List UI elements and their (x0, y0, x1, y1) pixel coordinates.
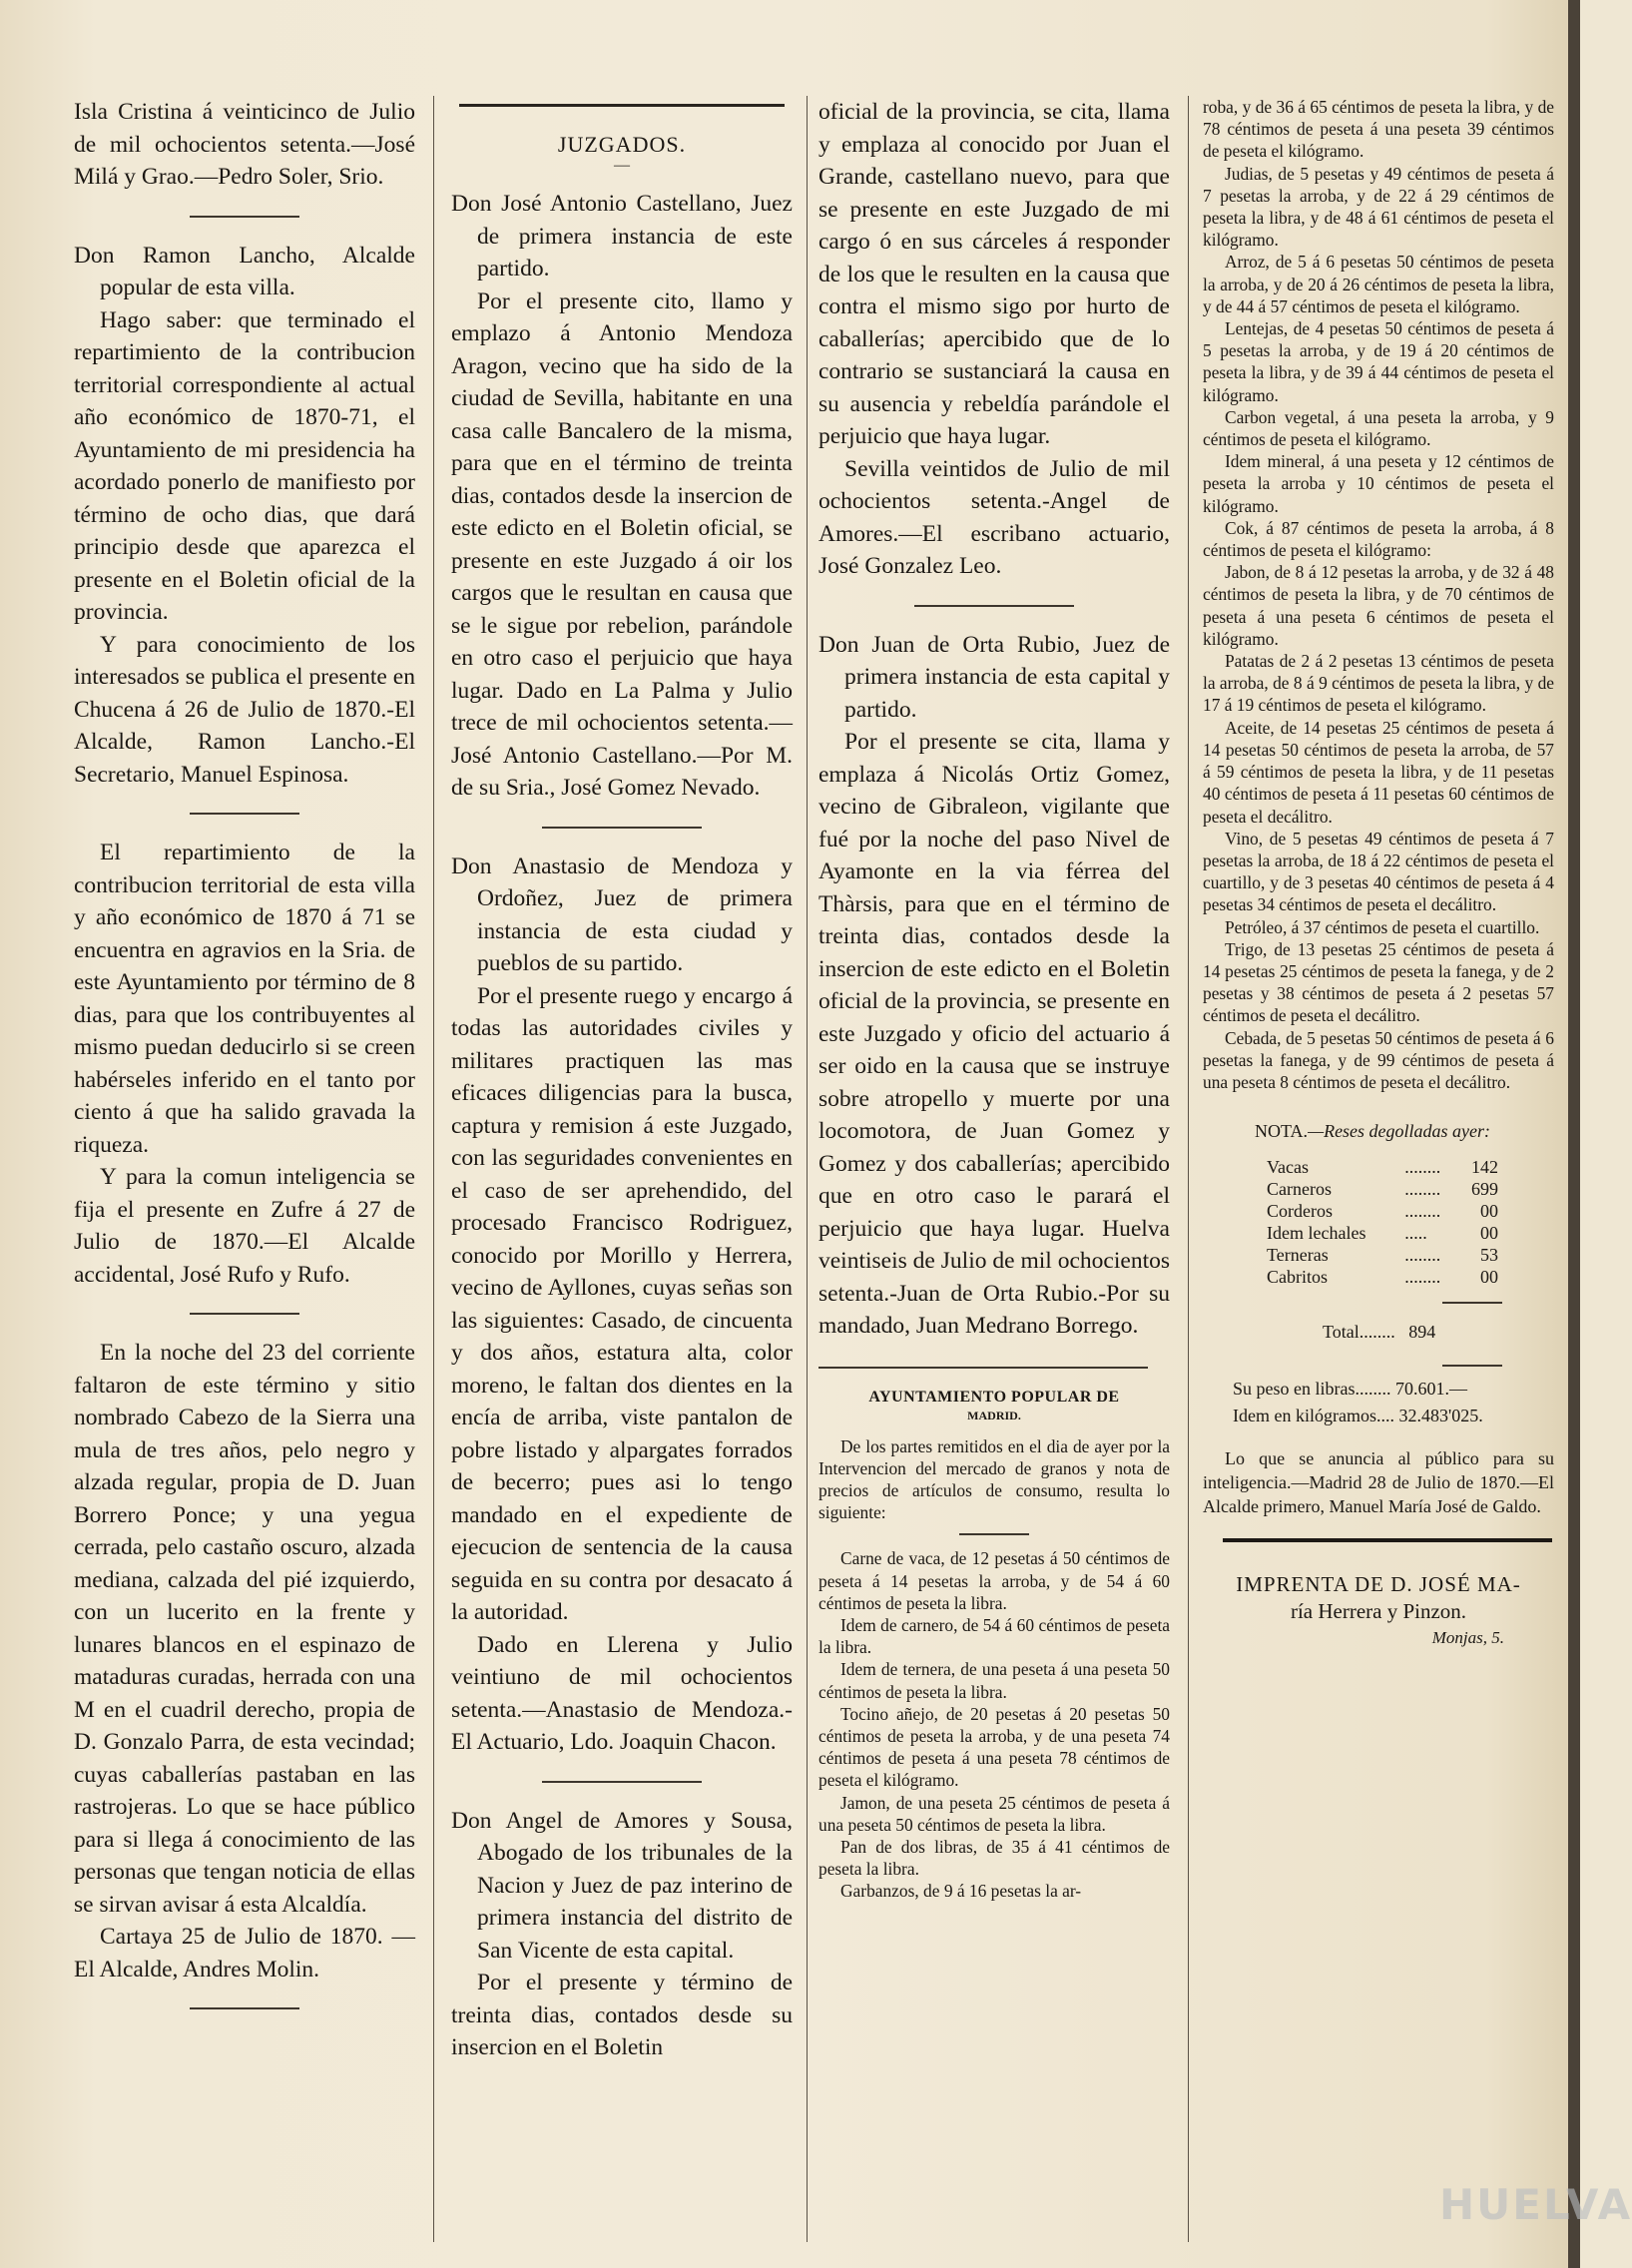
leader-dots: ........ (1404, 1245, 1441, 1266)
total-value: 894 (1408, 1322, 1436, 1343)
price-item: Jabon, de 8 á 12 pesetas la arroba, y de 32 á 48 céntimos de peseta la libra, y de 70 céntimos de peseta á una peseta 6 céntimos de peseta el kilógramo. (1203, 562, 1554, 649)
heading-dash: — (614, 157, 630, 174)
weight-label: Idem en kilógramos.... (1233, 1406, 1394, 1426)
leader-dots: ........ (1404, 1157, 1441, 1178)
livestock-count: 53 (1480, 1245, 1498, 1266)
market-text: De los partes remitidos en el dia de ayer por la Intervencion del mercado de granos y nota de precios de artículos de consumo, resulta lo siguiente: (818, 1435, 1170, 1523)
separator (190, 1313, 299, 1315)
printer-name: IMPRENTA DE D. JOSÉ MA- (1236, 1572, 1521, 1597)
closing-text: Lo que se anuncia al público para su inteligencia.—Madrid 28 de Julio de 1870.—El Alcalde primero, Manuel María José de Galdo. (1203, 1448, 1554, 1517)
notice-text: En la noche del 23 del corriente faltaron de este término y sitio nombrado Cabezo de la Sierra una mula de tres años, pelo negro y alzada regular, propia de D. Juan Borrero Ponce; y una yegua cerrada, pelo castaño oscuro, alzada mediana, calzada del pié izquierdo, con un lucerito en la frente y lunares blancos en el espinazo de mataduras curadas, herrada con una M en el cuadril derecho, propia de D. Gonzalo Parra, de esta vecindad; cuyas caballerías pastaban en las rastrojeras. Lo que se hace público para si llega á conocimiento de las personas que tengan noticia de ellas se sirvan avisar á esta Alcaldía. (74, 1340, 415, 1918)
edict-heading: Don José Antonio Castellano, Juez de primera instancia de este partido. (451, 191, 793, 282)
column-4 (1203, 96, 1554, 1648)
separator (190, 216, 299, 218)
price-item: Carbon vegetal, á una peseta la arroba, y 9 céntimos de peseta el kilógramo. (1203, 406, 1554, 450)
price-item: Cok, á 87 céntimos de peseta la arroba, á 8 céntimos de peseta el kilógramo: (1203, 517, 1554, 561)
leader-dots: ..... (1404, 1223, 1427, 1244)
price-item: Petróleo, á 37 céntimos de peseta el cuartillo. (1225, 916, 1540, 937)
notice-text: Hago saber: que terminado el repartimiento de la contribucion territorial correspondiente al actual año económico de 1870-71, el Ayuntamiento de mi presidencia ha acordado ponerlo de manifiesto por término de ocho dias, que dará principio desde que aparezca el presente en el Boletin oficial de la provincia. (74, 306, 415, 625)
notice-text: Isla Cristina á veinticinco de Julio de mil ochocientos setenta.—José Milá y Grao.—Pedro Soler, Srio. (74, 99, 415, 190)
column-1 (74, 96, 415, 2025)
price-item: Judias, de 5 pesetas y 49 céntimos de peseta á 7 pesetas la arroba, y de 22 á 29 céntimos de peseta la libra, y de 48 á 61 céntimos de peseta el kilógramo. (1203, 163, 1554, 251)
livestock-name: Carneros (1267, 1179, 1332, 1200)
table-row (1263, 1222, 1502, 1244)
price-item: Carne de vaca, de 12 pesetas á 50 céntimos de peseta á 14 pesetas la arroba, y de 54 á 60 céntimos de peseta la libra. (818, 1548, 1170, 1613)
edict-text: Sevilla veintidos de Julio de mil ochocientos setenta.-Angel de Amores.—El escribano actuario, José Gonzalez Leo. (818, 455, 1170, 579)
price-item: Pan de dos libras, de 35 á 41 céntimos de peseta la libra. (818, 1836, 1170, 1880)
price-item: Aceite, de 14 pesetas 25 céntimos de peseta á 14 pesetas 50 céntimos de peseta la arroba, de 57 á 59 céntimos de peseta la libra, y de 11 pesetas 40 céntimos de peseta á 11 pesetas 60 céntimos de peseta el decálitro. (1203, 717, 1554, 827)
price-item: Vino, de 5 pesetas 49 céntimos de peseta á 7 pesetas la arroba, de 18 á 22 céntimos de peseta el cuartillo, y de 3 pesetas 40 céntimos de peseta á 4 pesetas 34 céntimos de peseta el decálitro. (1203, 828, 1554, 915)
separator-thick (1223, 1538, 1552, 1542)
price-item: Idem de carnero, de 54 á 60 céntimos de peseta la libra. (818, 1614, 1170, 1658)
separator (190, 2007, 299, 2009)
notice-text: Y para conocimiento de los interesados se publica el presente en Chucena á 26 de Julio de 1870.-El Alcalde, Ramon Lancho.-El Secretario, Manuel Espinosa. (74, 631, 415, 788)
livestock-table (1263, 1156, 1502, 1288)
table-row (1263, 1156, 1502, 1178)
livestock-name: Cabritos (1267, 1267, 1328, 1288)
leader-dots: ........ (1404, 1179, 1441, 1200)
page-edge (1568, 0, 1580, 2268)
edict-text: oficial de la provincia, se cita, llama y emplaza al conocido por Juan el Grande, castellano nuevo, para que se presente en este Juzgado de mi cargo ó en sus cárceles á responder de los que le resulten en la causa que contra el mismo sigo por hurto de caballerías; apercibido que de lo contrario se sustanciará la causa en su ausencia y rebeldía parándole el perjuicio que haya lugar. (818, 99, 1170, 449)
livestock-name: Idem lechales (1267, 1223, 1366, 1244)
edict-heading: Don Angel de Amores y Sousa, Abogado de los tribunales de la Nacion y Juez de paz interino de primera instancia del distrito de San Vicente de esta capital. (451, 1807, 793, 1964)
price-item: Idem de ternera, de una peseta á una peseta 50 céntimos de peseta la libra. (818, 1659, 1170, 1702)
weight-line (1233, 1379, 1554, 1400)
edict-heading: Don Anastasio de Mendoza y Ordoñez, Juez de primera instancia de esta ciudad y pueblos de su partido. (451, 852, 793, 976)
weight-line (1233, 1406, 1554, 1426)
price-item: Jamon, de una peseta 25 céntimos de peseta á una peseta 50 céntimos de peseta la libra. (818, 1792, 1170, 1835)
separator (190, 813, 299, 815)
edict-text: Por el presente cito, llamo y emplazo á Antonio Mendoza Aragon, vecino que ha sido de la ciudad de Sevilla, habitante en una casa calle Bancalero de la misma, para que en el término de treinta dias, contados desde la insercion de este edicto en el Boletin oficial, se presente en este Juzgado á oir los cargos que le resultan en causa que se le sigue por rebelion, parándole en otro caso el perjuicio que haya lugar. Dado en La Palma y Julio trece de mil ochocientos setenta.—José Antonio Castellano.—Por M. de su Sria., José Gomez Nevado. (451, 287, 793, 801)
separator (914, 605, 1074, 607)
weight-value: 32.483'025. (1398, 1406, 1483, 1426)
leader-dots: ........ (1404, 1267, 1441, 1288)
livestock-name: Terneras (1267, 1245, 1329, 1266)
market-subheading: MADRID. (967, 1408, 1021, 1422)
price-item: Garbanzos, de 9 á 16 pesetas la ar- (840, 1881, 1082, 1902)
leader-dots: ........ (1359, 1322, 1395, 1343)
livestock-count: 00 (1480, 1201, 1498, 1222)
livestock-name: Corderos (1267, 1201, 1333, 1222)
edict-heading: Don Juan de Orta Rubio, Juez de primera instancia de esta capital y partido. (818, 631, 1170, 723)
total-line (1323, 1322, 1554, 1343)
printer-address: Monjas, 5. (1431, 1628, 1504, 1648)
notice-text: Cartaya 25 de Julio de 1870. —El Alcalde, Andres Molin. (74, 1924, 415, 1983)
price-item: Arroz, de 5 á 6 pesetas 50 céntimos de peseta la arroba, y de 20 á 26 céntimos de peseta la libra, y de 44 á 57 céntimos de peseta el kilógramo. (1203, 252, 1554, 316)
separator (542, 827, 702, 829)
notice-heading: Don Ramon Lancho, Alcalde popular de esta villa. (74, 242, 415, 300)
section-heading: JUZGADOS. (557, 132, 687, 157)
livestock-count: 00 (1480, 1223, 1498, 1244)
table-row (1263, 1200, 1502, 1222)
notice-text: Y para la comun inteligencia se fija el presente en Zufre á 27 de Julio de 1870.—El Alcalde accidental, José Rufo y Rufo. (74, 1164, 415, 1288)
price-item: Lentejas, de 4 pesetas 50 céntimos de peseta á 5 pesetas la arroba, y de 19 á 20 céntimos de peseta la libra, y de 39 á 44 céntimos de peseta el kilógramo. (1203, 318, 1554, 405)
printer-name-cont: ría Herrera y Pinzon. (1290, 1599, 1467, 1624)
edict-text: Dado en Llerena y Julio veintiuno de mil ochocientos setenta.—Anastasio de Mendoza.-El Actuario, Ldo. Joaquin Chacon. (451, 1631, 793, 1755)
edict-text: Por el presente se cita, llama y emplaza á Nicolás Ortiz Gomez, vecino de Gibraleon, vigilante que fué por la noche del paso Nivel de Ayamonte en la via férrea del Thàrsis, para que en el término de treinta dias, contados desde la insercion de este edicto en el Boletin oficial de la provincia, se presente en este Juzgado y oficio del actuario á ser oido en la causa que se instruye sobre atropello y muerte por una locomotora, de Juan Gomez y Gomez y dos caballerías; apercibido que en otro caso le parará el perjuicio que haya lugar. Huelva veintiseis de Julio de mil ochocientos setenta.-Juan de Orta Rubio.-Por su mandado, Juan Medrano Borrego. (818, 729, 1170, 1339)
price-item: Tocino añejo, de 20 pesetas á 20 pesetas 50 céntimos de peseta la arroba, y de una peseta 74 céntimos de peseta á una peseta 78 céntimos de peseta el kilógramo. (818, 1703, 1170, 1791)
column-divider (433, 96, 434, 2242)
table-row (1263, 1244, 1502, 1266)
livestock-count: 142 (1471, 1157, 1498, 1178)
separator (1442, 1302, 1502, 1304)
livestock-count: 00 (1480, 1267, 1498, 1288)
leader-dots: ........ (1404, 1201, 1441, 1222)
nota-line (1255, 1121, 1554, 1142)
watermark-logo: HUELVA (1439, 2180, 1632, 2229)
table-row (1263, 1178, 1502, 1200)
column-3 (818, 96, 1170, 1903)
price-item: Cebada, de 5 pesetas 50 céntimos de peseta á 6 pesetas la fanega, y de 99 céntimos de peseta á una peseta 8 céntimos de peseta el decálitro. (1203, 1027, 1554, 1092)
market-heading: AYUNTAMIENTO POPULAR DE (868, 1388, 1120, 1406)
price-item: Trigo, de 13 pesetas 25 céntimos de peseta á 14 pesetas 25 céntimos de peseta la fanega, y de 2 pesetas y 38 céntimos de peseta á 2 pesetas 57 céntimos de peseta el decálitro. (1203, 938, 1554, 1026)
separator (818, 1367, 1148, 1369)
weight-label: Su peso en libras........ (1233, 1379, 1391, 1400)
livestock-name: Vacas (1267, 1157, 1309, 1178)
weight-value: 70.601.— (1394, 1379, 1467, 1400)
separator (1442, 1365, 1502, 1367)
notice-text: El repartimiento de la contribucion territorial de esta villa y año económico de 1870 á 71 se encuentra en agravios en la Sria. de este Ayuntamiento por término de 8 dias, para que los contribuyentes al mismo puedan deducirlo si se creen habérseles inferido en el tanto por ciento á que ha salido gravada la riqueza. (74, 840, 415, 1158)
price-item: Idem mineral, á una peseta y 12 céntimos de peseta la arroba y 10 céntimos de peseta el kilógramo. (1203, 451, 1554, 516)
nota-title: —Reses degolladas ayer: (1308, 1121, 1491, 1142)
column-divider (807, 96, 808, 2242)
separator (542, 1781, 702, 1783)
column-2 (451, 96, 793, 2064)
edict-text: Por el presente y término de treinta dias, contados desde su insercion en el Boletin (451, 1970, 793, 2060)
price-item: Patatas de 2 á 2 pesetas 13 céntimos de peseta la arroba, de 8 á 9 céntimos de peseta la libra, y de 17 á 19 céntimos de peseta el kilógramo. (1203, 651, 1554, 716)
separator (959, 1533, 1029, 1535)
table-row (1263, 1266, 1502, 1288)
edict-text: Por el presente ruego y encargo á todas las autoridades civiles y militares practiquen las mas eficaces diligencias para la busca, captura y remision á este Juzgado, con las seguridades convenientes en el caso de ser aprehendido, del procesado Francisco Rodriguez, conocido por Morillo y Herrera, vecino de Ayllones, cuyas señas son las siguientes: Casado, de cincuenta y dos años, estatura alta, color moreno, le faltan dos dientes en la encía de arriba, viste pantalon de pobre listado y alpargates forrados de becerro; pues asi lo tengo mandado en el expediente de ejecucion de sentencia de la causa seguida en su contra por desacato á la autoridad. (451, 982, 793, 1625)
livestock-count: 699 (1471, 1179, 1498, 1200)
price-item: roba, y de 36 á 65 céntimos de peseta la libra, y de 78 céntimos de peseta á una peseta 39 céntimos de peseta el kilógramo. (1203, 97, 1554, 162)
column-divider (1188, 96, 1189, 2242)
total-label: Total (1323, 1322, 1360, 1343)
nota-label: NOTA. (1255, 1121, 1309, 1142)
